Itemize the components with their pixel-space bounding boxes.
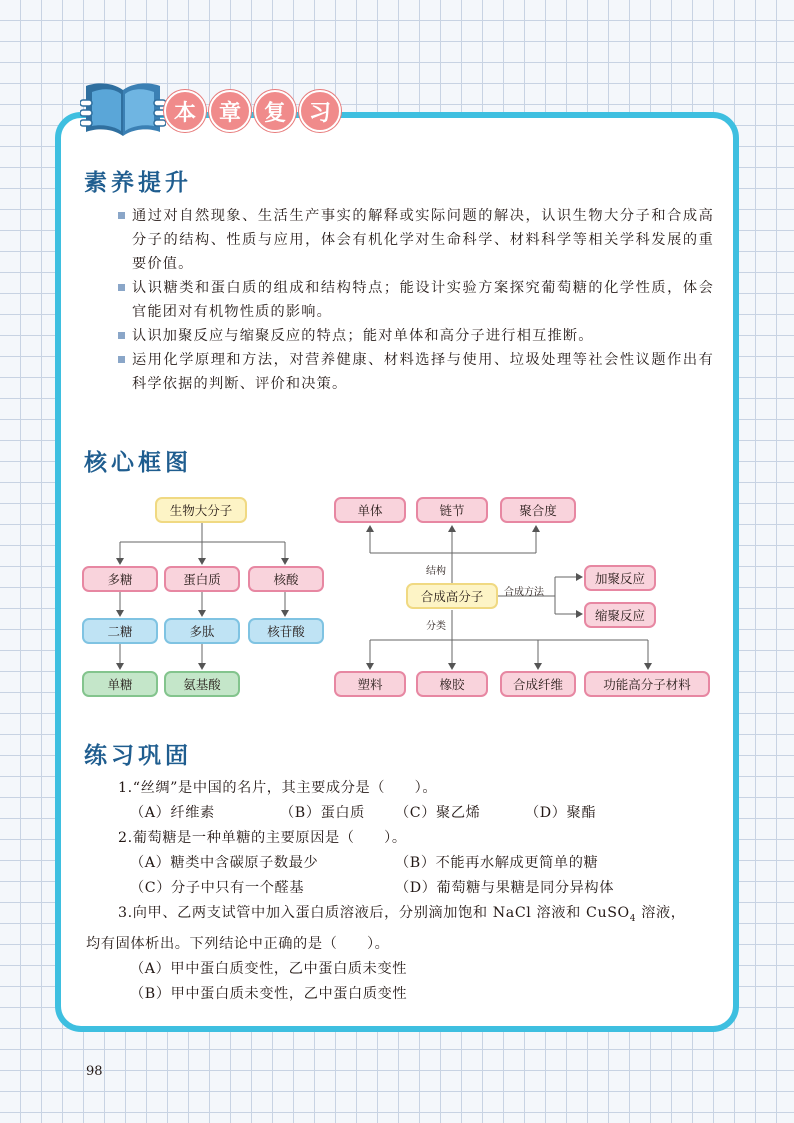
question-3-options-row1 (86, 957, 714, 982)
question-stem: “丝绸”是中国的名片，其主要成分是（ ）。 (132, 780, 438, 796)
question-2 (86, 826, 714, 851)
option-a: （A）纤维素 (130, 805, 215, 821)
title-char: 章 (209, 90, 251, 132)
edge-label-classification: 分类 (426, 621, 446, 632)
node-bio-macromolecule: 生物大分子 (155, 497, 247, 523)
title-char: 复 (254, 90, 296, 132)
option-b: （B）甲中蛋白质未变性，乙中蛋白质变性 (130, 985, 408, 1002)
literacy-item-text: 认识糖类和蛋白质的组成和结构特点；能设计实验方案探究葡萄糖的化学性质，体会官能团对有机物性质的影响。 (132, 280, 714, 320)
literacy-item-text: 运用化学原理和方法，对营养健康、材料选择与使用、垃圾处理等社会性议题作出有科学依据的判断、评价和决策。 (132, 352, 714, 392)
node-addition-polymerization: 加聚反应 (584, 565, 656, 591)
question-2-options-row2 (86, 876, 714, 901)
question-number: 3. (118, 905, 133, 921)
node-condensation-polymerization: 缩聚反应 (584, 602, 656, 628)
node-nucleic-acid: 核酸 (248, 566, 324, 592)
edge-label-synthesis-method: 合成方法 (504, 587, 544, 598)
question-stem-part: 溶液， (636, 905, 686, 921)
node-monomer: 单体 (334, 497, 406, 523)
section-title-framework: 核心框图 (84, 450, 192, 476)
node-disaccharide: 二糖 (82, 618, 158, 644)
page-number: 98 (86, 1064, 103, 1079)
node-protein: 蛋白质 (164, 566, 240, 592)
title-char: 本 (164, 90, 206, 132)
node-monosaccharide: 单糖 (82, 671, 158, 697)
literacy-item (118, 348, 714, 396)
open-book-icon (80, 76, 166, 140)
question-stem: 葡萄糖是一种单糖的主要原因是（ ）。 (132, 830, 407, 846)
node-polysaccharide: 多糖 (82, 566, 158, 592)
option-c: （C）分子中只有一个醛基 (130, 880, 305, 896)
section-title-practice: 练习巩固 (84, 743, 192, 769)
node-polypeptide: 多肽 (164, 618, 240, 644)
node-plastic: 塑料 (334, 671, 406, 697)
section-title-literacy: 素养提升 (84, 170, 192, 196)
literacy-item (118, 276, 714, 324)
literacy-item-text: 通过对自然现象、生活生产事实的解释或实际问题的解决，认识生物大分子和合成高分子的结构、性质与应用，体会有机化学对生命科学、材料科学等相关学科发展的重要价值。 (132, 208, 714, 272)
title-char: 习 (299, 90, 341, 132)
option-b: （B）蛋白质 (280, 805, 365, 821)
node-chain-unit: 链节 (416, 497, 488, 523)
question-1 (86, 776, 714, 801)
node-degree-of-polymerization: 聚合度 (500, 497, 576, 523)
chapter-review-title (164, 90, 341, 132)
edge-label-structure: 结构 (426, 566, 446, 577)
option-a: （A）甲中蛋白质变性，乙中蛋白质未变性 (130, 960, 408, 977)
node-amino-acid: 氨基酸 (164, 671, 240, 697)
option-a: （A）糖类中含碳原子数最少 (130, 855, 319, 871)
option-d: （D）聚酯 (525, 805, 597, 821)
bullet-square-icon (118, 356, 125, 363)
bullet-square-icon (118, 284, 125, 291)
node-synthetic-fiber: 合成纤维 (500, 671, 576, 697)
question-stem-part: 向甲、乙两支试管中加入蛋白质溶液后，分别滴加饱和 NaCl 溶液和 CuSO (132, 905, 630, 921)
literacy-item (118, 204, 714, 276)
question-2-options-row1 (86, 851, 714, 876)
literacy-item-text: 认识加聚反应与缩聚反应的特点；能对单体和高分子进行相互推断。 (132, 328, 594, 344)
option-d: （D）葡萄糖与果糖是同分异构体 (395, 880, 615, 896)
question-3-continuation: 均有固体析出。下列结论中正确的是（ ）。 (86, 935, 390, 952)
node-synthetic-polymer: 合成高分子 (406, 583, 498, 609)
bullet-square-icon (118, 332, 125, 339)
node-functional-polymer: 功能高分子材料 (584, 671, 710, 697)
question-3 (86, 901, 714, 932)
chapter-review-header (80, 76, 340, 140)
question-1-options (86, 801, 714, 826)
node-rubber: 橡胶 (416, 671, 488, 697)
literacy-item (118, 324, 714, 348)
literacy-list (118, 204, 714, 396)
exercise-list (86, 776, 714, 1007)
bullet-square-icon (118, 212, 125, 219)
subscript: 4 (629, 913, 637, 924)
option-c: （C）聚乙烯 (395, 805, 481, 821)
question-3-options-row2 (86, 982, 714, 1007)
question-number: 2. (118, 830, 133, 846)
core-framework-diagram (80, 490, 720, 705)
option-b: （B）不能再水解成更简单的糖 (395, 855, 599, 871)
question-number: 1. (118, 780, 133, 796)
node-nucleotide: 核苷酸 (248, 618, 324, 644)
